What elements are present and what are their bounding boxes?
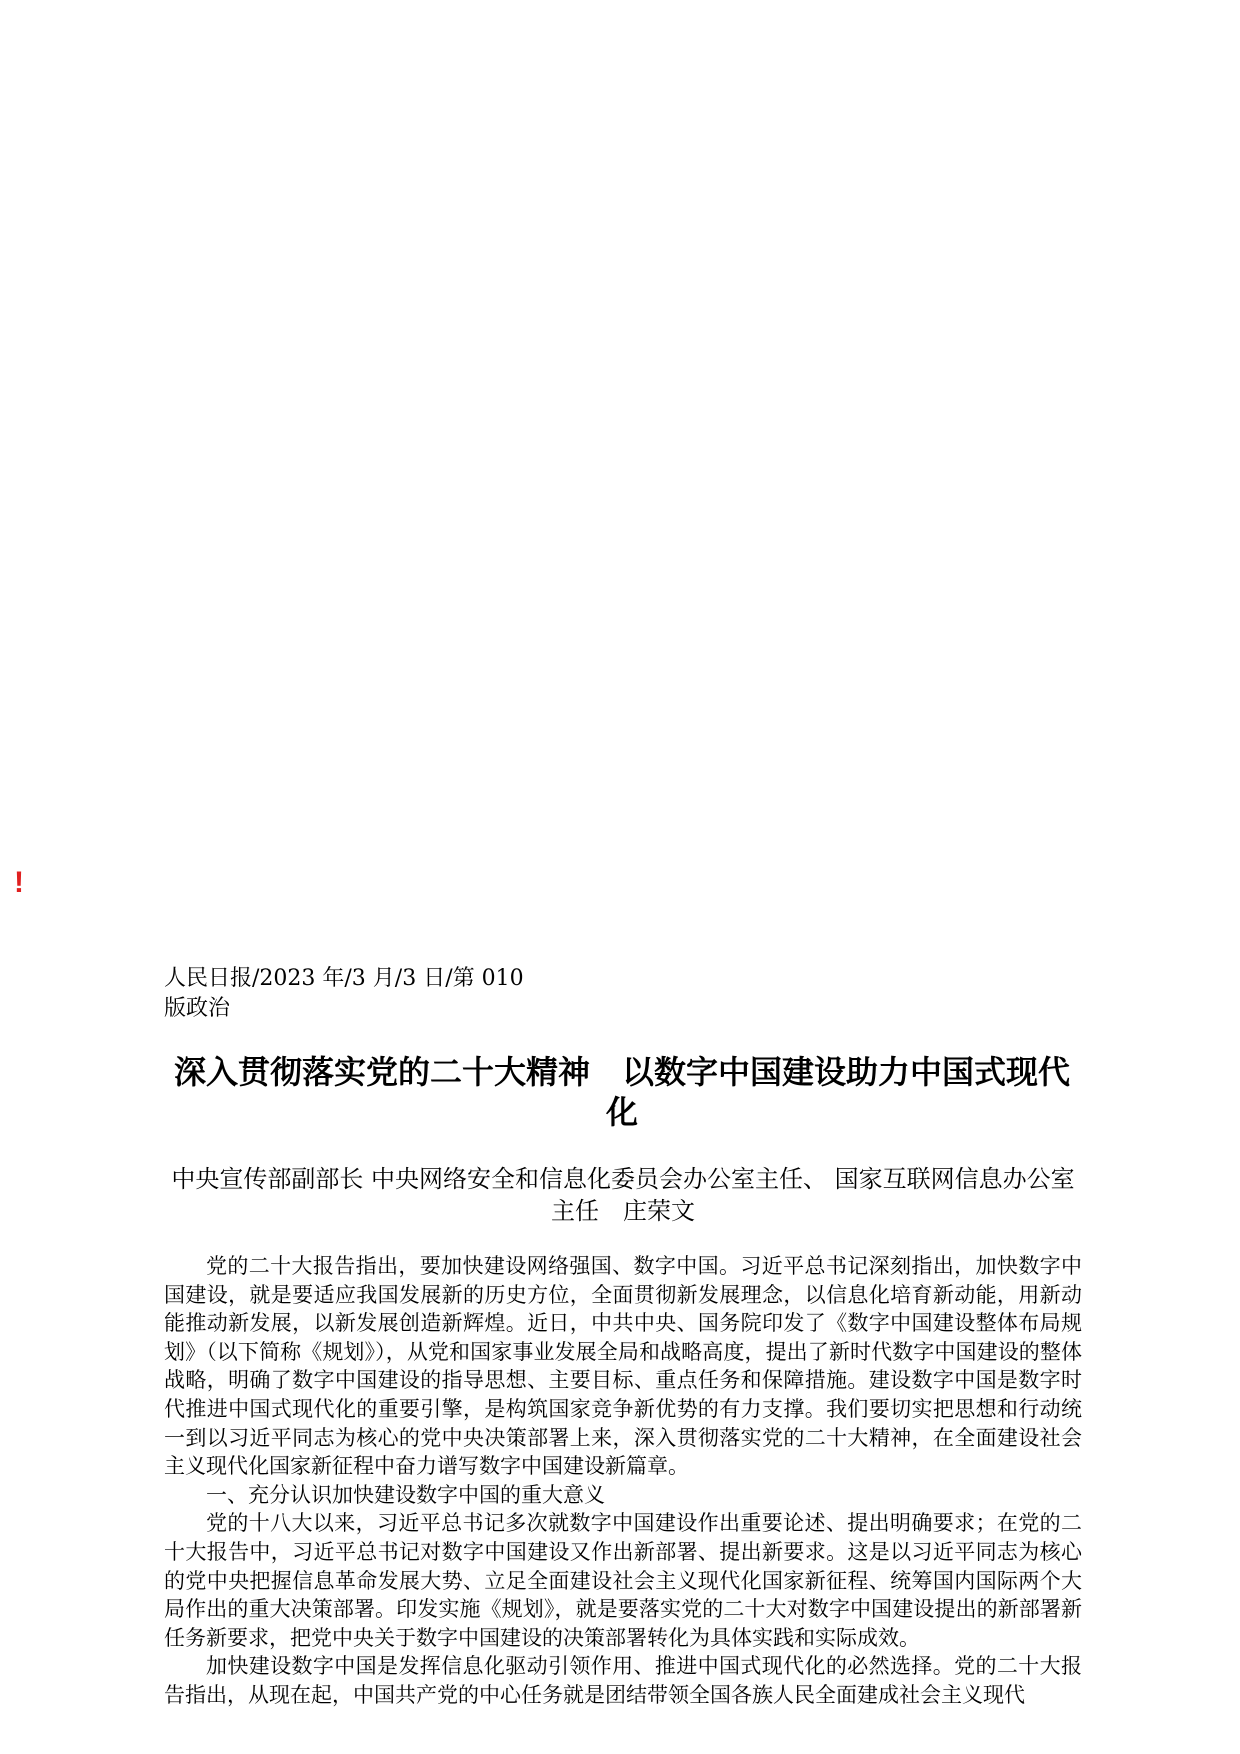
article-byline: 中央宣传部副部长 中央网络安全和信息化委员会办公室主任、 国家互联网信息办公室主任 庄荣文 [171,1165,1075,1225]
source-line: 人民日报/2023 年/3 月/3 日/第 010 [164,966,524,991]
body-paragraph: 党的二十大报告指出，要加快建设网络强国、数字中国。习近平总书记深刻指出，加快数字中国建设，就是要适应我国发展新的历史方位，全面贯彻新发展理念，以信息化培育新动能，用新动能推动新发展，以新发展创造新辉煌。近日，中共中央、国务院印发了《数字中国建设整体布局规划》（以下简称《规划》），从党和国家事业发展全局和战略高度，提出了新时代数字中国建设的整体战略，明确了数字中国建设的指导思想、主要目标、重点任务和保障措施。建设数字中国是数字时代推进中国式现代化的重要引擎，是构筑国家竞争新优势的有力支撑。我们要切实把思想和行动统一到以习近平同志为核心的党中央决策部署上来，深入贯彻落实党的二十大精神，在全面建设社会主义现代化国家新征程中奋力谱写数字中国建设新篇章。 [164,1254,1082,1479]
warning-marker: ! [14,866,24,899]
source-line: 版政治 [164,996,231,1021]
section-heading: 一、充分认识加快建设数字中国的重大意义 [206,1482,605,1507]
article-title: 深入贯彻落实党的二十大精神 以数字中国建设助力中国式现代化 [173,1053,1070,1131]
body-paragraph: 党的十八大以来，习近平总书记多次就数字中国建设作出重要论述、提出明确要求；在党的二十大报告中，习近平总书记对数字中国建设又作出新部署、提出新要求。这是以习近平同志为核心的党中央把握信息革命发展大势、立足全面建设社会主义现代化国家新征程、统筹国内国际两个大局作出的重大决策部署。印发实施《规划》，就是要落实党的二十大对数字中国建设提出的新部署新任务新要求，把党中央关于数字中国建设的决策部署转化为具体实践和实际成效。 [164,1511,1082,1650]
source-citation [164,964,544,1024]
body-paragraph: 加快建设数字中国是发挥信息化驱动引领作用、推进中国式现代化的必然选择。党的二十大报告指出，从现在起，中国共产党的中心任务就是团结带领全国各族人民全面建成社会主义现代 [164,1654,1082,1707]
article-body [164,1252,1082,1710]
